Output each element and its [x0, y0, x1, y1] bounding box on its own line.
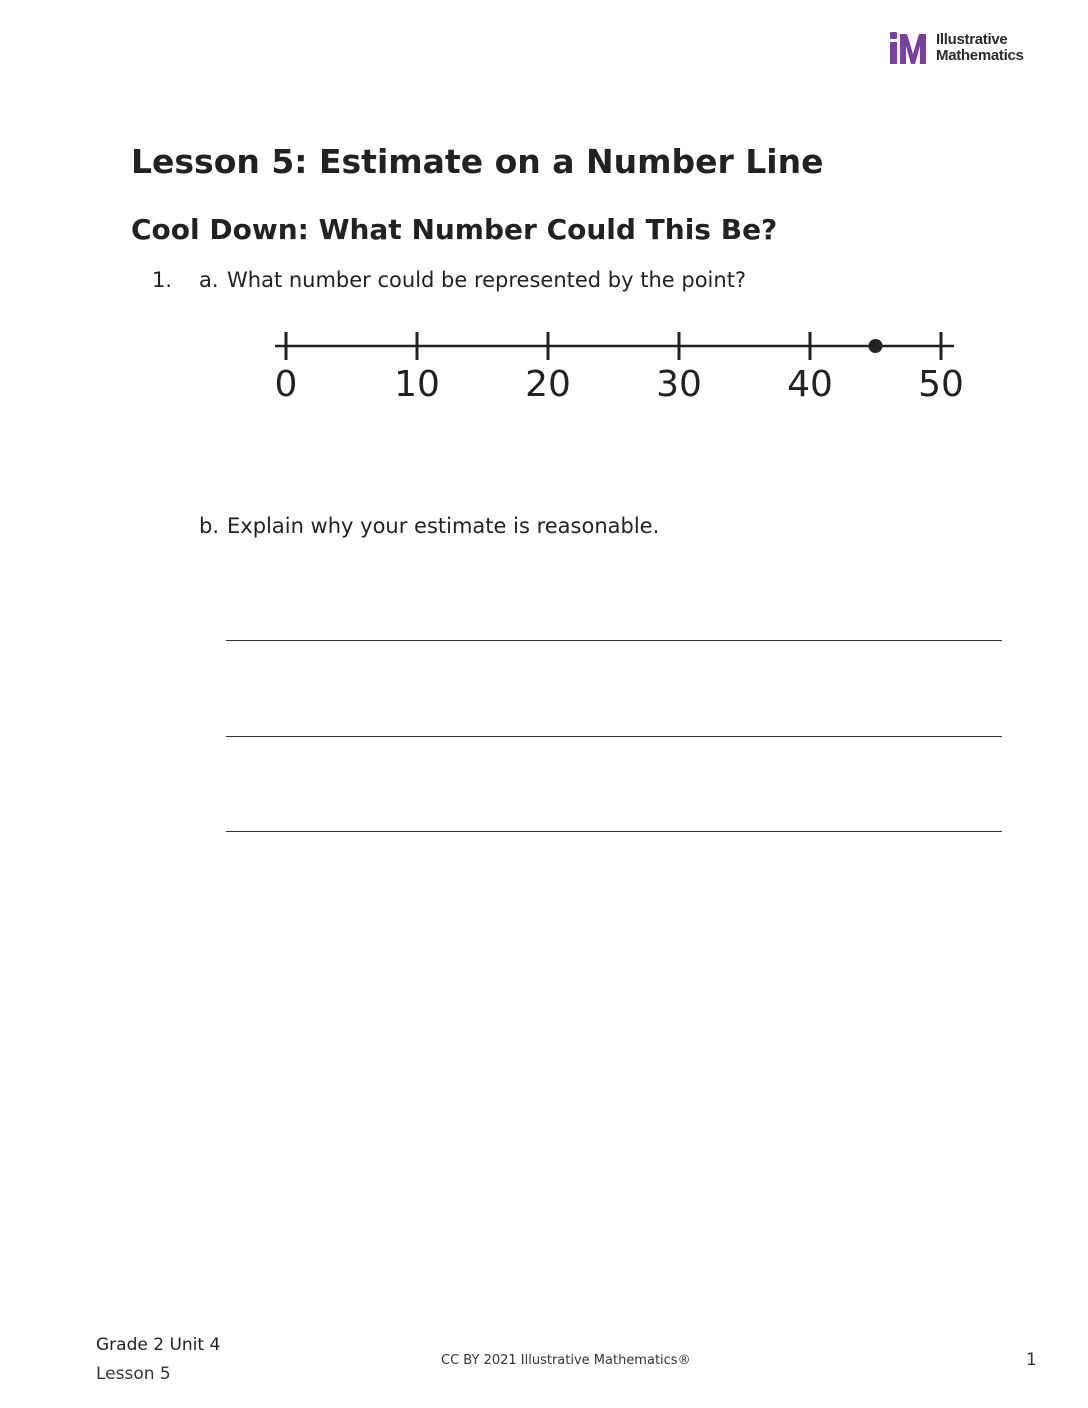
answer-line[interactable] — [226, 640, 1002, 641]
section-title: Cool Down: What Number Could This Be? — [131, 213, 778, 246]
illustrative-mathematics-logo — [890, 32, 1050, 68]
part-a-prompt: What number could be represented by the point? — [227, 268, 747, 292]
answer-line[interactable] — [226, 736, 1002, 737]
number-line — [270, 322, 970, 412]
question-number: 1. — [152, 268, 173, 292]
part-b-letter: b. — [199, 514, 220, 538]
number-line-tick-label: 0 — [274, 364, 298, 405]
im-logo-icon — [890, 32, 930, 66]
footer-lesson: Lesson 5 — [96, 1364, 171, 1384]
footer-grade-unit: Grade 2 Unit 4 — [96, 1335, 221, 1355]
number-line-tick-label: 10 — [394, 364, 440, 405]
number-line-tick-label: 20 — [525, 364, 571, 405]
logo-line-2: Mathematics — [936, 47, 1024, 64]
number-line-point — [869, 339, 883, 353]
part-a-letter: a. — [199, 268, 219, 292]
lesson-title: Lesson 5: Estimate on a Number Line — [131, 142, 824, 181]
number-line-labels — [275, 364, 964, 405]
answer-line[interactable] — [226, 831, 1002, 832]
number-line-tick-label: 40 — [787, 364, 833, 405]
footer-copyright: CC BY 2021 Illustrative Mathematics® — [441, 1353, 691, 1368]
number-line-tick-label: 50 — [918, 364, 964, 405]
page-number: 1 — [1026, 1350, 1037, 1370]
logo-text — [936, 32, 1024, 64]
logo-line-1: Illustrative — [936, 31, 1008, 48]
number-line-tick-label: 30 — [656, 364, 702, 405]
part-b-prompt: Explain why your estimate is reasonable. — [227, 514, 660, 538]
